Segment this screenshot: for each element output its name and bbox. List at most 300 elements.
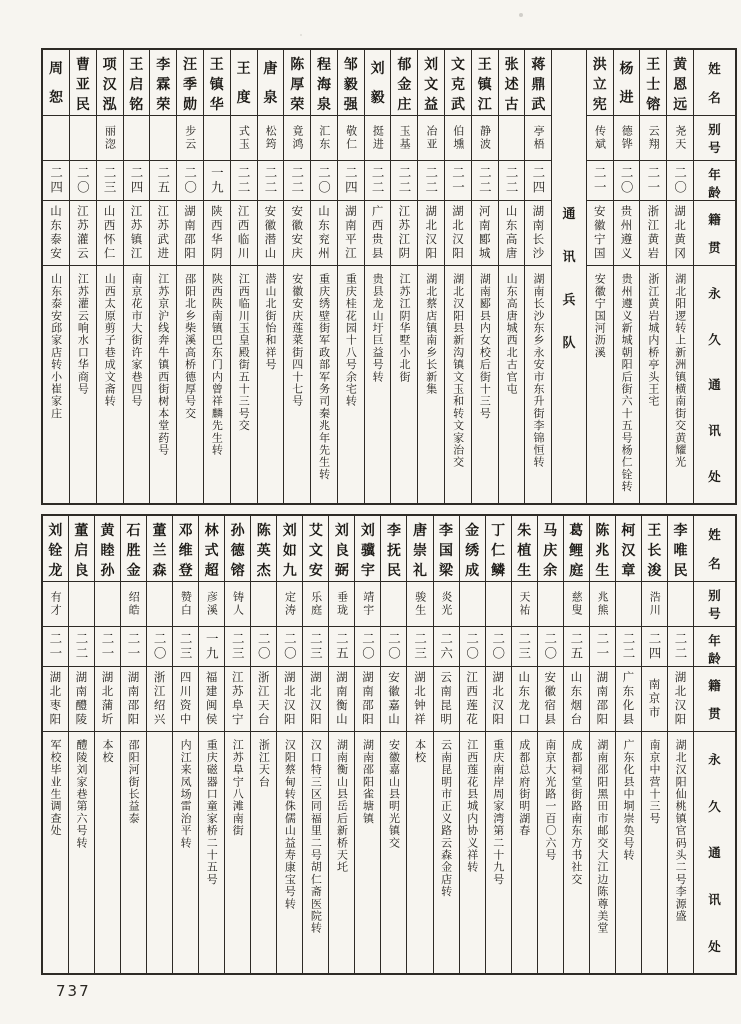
address-cell: 贵州遵义新城朝阳后街六十五号杨仁铨转 [620, 273, 634, 493]
alias-cell [43, 116, 69, 161]
alias-cell: 丽淴 [97, 116, 123, 161]
native-place-cell: 湖北汉阳 [486, 667, 511, 732]
address-cell: 重庆南岸周家湾第二十九号 [491, 739, 505, 886]
roster-column [43, 50, 69, 503]
age-cell: 二二 [499, 161, 525, 201]
alias-cell: 铸人 [225, 582, 250, 627]
name-cell: 董 兰 森 [147, 516, 172, 582]
address-cell: 陕西陕南镇巴东门内曾祥麟先生转 [210, 273, 224, 456]
address-cell: 安徽宁国河沥溪 [593, 273, 607, 359]
address-cell: 云南昆明市正义路云森金店转 [439, 739, 453, 898]
native-place-cell: 江苏镇江 [124, 201, 150, 266]
name-cell: 林 式 超 [199, 516, 224, 582]
address-cell: 江西临川玉皇殿街五十三号交 [237, 273, 251, 432]
age-cell: 二四 [525, 161, 551, 201]
address-cell: 重庆绣壁街军政部军务司秦兆年先生转 [317, 273, 331, 481]
age-cell: 二一 [590, 627, 615, 667]
address-cell: 湖南邵阳雀塘镇 [361, 739, 375, 825]
age-cell: 二三 [225, 627, 250, 667]
age-cell: 二〇 [277, 627, 302, 667]
address-cell: 湖北阳逻转上新洲镇横南街交黄耀光 [673, 273, 687, 469]
address-cell: 本校 [413, 739, 427, 764]
roster-column [537, 516, 563, 973]
name-cell: 王 度 [231, 50, 257, 116]
name-cell: 刘 毅 [365, 50, 391, 116]
roster-column [96, 50, 123, 503]
address-cell: 邵阳北乡柴溪高桥德厚号交 [183, 273, 197, 420]
header-native-label: 籍 贯 [694, 667, 735, 732]
age-cell: 二二 [365, 161, 391, 201]
roster-column [172, 516, 198, 973]
age-cell: 二〇 [147, 627, 172, 667]
roster-column [511, 516, 537, 973]
name-cell: 项 汉 泓 [97, 50, 123, 116]
name-cell: 马 庆 余 [538, 516, 563, 582]
name-cell: 李 唯 民 [668, 516, 693, 582]
roster-column [302, 516, 328, 973]
alias-cell: 天祐 [512, 582, 537, 627]
address-cell: 浙江黄岩城内桥亭头王宅 [646, 273, 660, 408]
age-cell: 二一 [43, 627, 68, 667]
age-cell: 二四 [338, 161, 364, 201]
native-place-cell: 湖北黄冈 [667, 201, 693, 266]
roster-column [639, 50, 666, 503]
roster-column [198, 516, 224, 973]
age-cell: 二〇 [355, 627, 380, 667]
age-cell: 二二 [69, 627, 94, 667]
age-cell: 一九 [204, 161, 230, 201]
alias-cell: 赞白 [173, 582, 198, 627]
name-cell: 艾 文 安 [303, 516, 328, 582]
age-cell: 二〇 [70, 161, 96, 201]
age-cell: 二三 [407, 627, 432, 667]
address-cell: 邵阳河街长益泰 [127, 739, 141, 825]
name-cell: 刘 良 弼 [329, 516, 354, 582]
age-cell: 二二 [391, 161, 417, 201]
name-cell: 陈 兆 生 [590, 516, 615, 582]
native-place-cell: 广西贵县 [365, 201, 391, 266]
address-cell: 湖北蔡店镇南乡长新集 [424, 273, 438, 395]
name-cell: 刘 骥 宇 [355, 516, 380, 582]
age-cell: 二一 [121, 627, 146, 667]
name-cell: 唐 崇 礼 [407, 516, 432, 582]
alias-cell: 挺进 [365, 116, 391, 161]
header-address-label: 永 久 通 讯 处 [708, 285, 721, 485]
age-cell: 二二 [668, 627, 693, 667]
native-place-cell: 湖南邵阳 [355, 667, 380, 732]
roster-column [471, 50, 498, 503]
address-cell: 湖南郾县内女校后街十三号 [478, 273, 492, 420]
roster-column [230, 50, 257, 503]
roster-column [666, 50, 693, 503]
header-age-label: 年 龄 [694, 627, 735, 667]
name-cell: 汪 季 勋 [177, 50, 203, 116]
native-place-cell: 湖北汉阳 [277, 667, 302, 732]
alias-cell: 德铧 [614, 116, 640, 161]
roster-column [380, 516, 406, 973]
age-cell: 一九 [199, 627, 224, 667]
roster-table-top [41, 48, 737, 505]
name-cell: 王 长 浚 [642, 516, 667, 582]
native-place-cell: 陕西华阴 [204, 201, 230, 266]
native-place-cell: 山东高唐 [499, 201, 525, 266]
roster-column [364, 50, 391, 503]
name-cell: 陈 英 杰 [251, 516, 276, 582]
alias-cell: 静波 [472, 116, 498, 161]
name-cell: 黄 恩 远 [667, 50, 693, 116]
name-cell: 邹 毅 强 [338, 50, 364, 116]
age-cell: 二二 [418, 161, 444, 201]
alias-cell [95, 582, 120, 627]
name-cell: 葛 鲤 庭 [564, 516, 589, 582]
page-number: 737 [56, 982, 91, 1000]
age-cell: 二五 [150, 161, 176, 201]
roster-column [257, 50, 284, 503]
header-name-label: 姓 名 [694, 516, 735, 582]
roster-column [69, 50, 96, 503]
age-cell: 二〇 [251, 627, 276, 667]
roster-column [615, 516, 641, 973]
address-cell: 南京大光路一百〇六号 [543, 739, 557, 861]
roster-column [390, 50, 417, 503]
age-cell: 二一 [445, 161, 471, 201]
age-cell: 二〇 [538, 627, 563, 667]
age-cell: 二〇 [614, 161, 640, 201]
age-cell: 二〇 [460, 627, 485, 667]
native-place-cell: 贵州遵义 [614, 201, 640, 266]
address-cell: 湖北汉阳仙桃镇官码头二号李源盛 [674, 739, 688, 922]
roster-column [68, 516, 94, 973]
roster-column [94, 516, 120, 973]
age-cell: 二一 [587, 161, 613, 201]
native-place-cell: 湖南醴陵 [69, 667, 94, 732]
age-cell: 二四 [43, 161, 69, 201]
roster-column [120, 516, 146, 973]
alias-cell: 有才 [43, 582, 68, 627]
alias-cell: 松筠 [258, 116, 284, 161]
alias-cell: 玉基 [391, 116, 417, 161]
roster-column [641, 516, 667, 973]
address-cell: 江西莲花县城内协义祥转 [465, 739, 479, 874]
alias-cell: 汇东 [311, 116, 337, 161]
age-cell: 二二 [472, 161, 498, 201]
age-cell: 二三 [303, 627, 328, 667]
age-cell: 二三 [97, 161, 123, 201]
roster-column [203, 50, 230, 503]
native-place-cell: 山西怀仁 [97, 201, 123, 266]
roster-column [485, 516, 511, 973]
native-place-cell: 湖北枣阳 [43, 667, 68, 732]
name-cell: 朱 植 生 [512, 516, 537, 582]
native-place-cell: 河南郾城 [472, 201, 498, 266]
alias-cell [460, 582, 485, 627]
native-place-cell: 山东龙口 [512, 667, 537, 732]
alias-cell: 骏生 [407, 582, 432, 627]
alias-cell [538, 582, 563, 627]
name-cell: 王 启 铭 [124, 50, 150, 116]
name-cell: 蒋 鼎 武 [525, 50, 551, 116]
name-cell: 程 海 泉 [311, 50, 337, 116]
name-cell: 王 镇 华 [204, 50, 230, 116]
address-cell: 安徽安庆莲菜街四十七号 [290, 273, 304, 408]
alias-cell [616, 582, 641, 627]
age-cell: 二五 [329, 627, 354, 667]
native-place-cell: 湖南邵阳 [121, 667, 146, 732]
address-cell: 醴陵刘家巷第六号转 [74, 739, 88, 849]
roster-column [589, 516, 615, 973]
alias-cell: 伯壎 [445, 116, 471, 161]
age-cell: 二一 [640, 161, 666, 201]
address-cell: 江苏京沪线奔牛镇西街树本堂药号 [156, 273, 170, 456]
native-place-cell: 江苏江阴 [391, 201, 417, 266]
alias-cell: 绍皓 [121, 582, 146, 627]
alias-cell: 亭梧 [525, 116, 551, 161]
alias-cell: 浩川 [642, 582, 667, 627]
address-cell: 湖南衡山县岳后新桥天圫 [335, 739, 349, 874]
name-cell: 李 国 梁 [434, 516, 459, 582]
native-place-cell: 湖北汉阳 [303, 667, 328, 732]
native-place-cell: 湖南平江 [338, 201, 364, 266]
native-place-cell: 安徽宿县 [538, 667, 563, 732]
name-cell: 张 述 古 [499, 50, 525, 116]
alias-cell: 靖宇 [355, 582, 380, 627]
header-name-label: 姓 名 [694, 50, 735, 116]
name-cell: 李 霖 荣 [150, 50, 176, 116]
address-cell: 湖北汉阳县新沟镇文玉和转文家治交 [451, 273, 465, 469]
name-cell: 文 克 武 [445, 50, 471, 116]
name-cell: 唐 泉 [258, 50, 284, 116]
native-place-cell: 江西莲花 [460, 667, 485, 732]
alias-cell [147, 582, 172, 627]
header-alias-label: 别 号 [694, 116, 735, 161]
native-place-cell: 江苏灌云 [70, 201, 96, 266]
name-cell: 杨 进 [614, 50, 640, 116]
age-cell: 二〇 [311, 161, 337, 201]
native-place-cell: 山东兖州 [311, 201, 337, 266]
scan-noise [0, 0, 2, 2]
address-cell: 重庆桂花园十八号余宅转 [344, 273, 358, 408]
name-cell: 曹 亚 民 [70, 50, 96, 116]
roster-column [563, 516, 589, 973]
name-cell: 郁 金 庄 [391, 50, 417, 116]
header-address-label: 永 久 通 讯 处 [708, 752, 721, 954]
name-cell: 孙 德 镕 [225, 516, 250, 582]
roster-column [283, 50, 310, 503]
unit-divider-column [551, 50, 586, 503]
roster-column [524, 50, 551, 503]
name-cell: 李 抚 民 [381, 516, 406, 582]
roster-column [310, 50, 337, 503]
native-place-cell: 江苏阜宁 [225, 667, 250, 732]
header-column [693, 516, 735, 973]
address-cell: 江苏灌云响水口华商号 [76, 273, 90, 395]
alias-cell: 乐庭 [303, 582, 328, 627]
age-cell: 二三 [512, 627, 537, 667]
age-cell: 二二 [284, 161, 310, 201]
address-cell: 湖南邵阳黑田市邮交大江边陈尊美堂 [595, 739, 609, 935]
alias-cell [124, 116, 150, 161]
alias-cell: 彦溪 [199, 582, 224, 627]
native-place-cell: 广东化县 [616, 667, 641, 732]
age-cell: 二五 [564, 627, 589, 667]
address-cell: 湖南长沙东乡永安市东升街李锦恒转 [531, 273, 545, 469]
address-cell: 南京中营十三号 [648, 739, 662, 825]
age-cell: 二三 [173, 627, 198, 667]
native-place-cell: 江西临川 [231, 201, 257, 266]
roster-column [337, 50, 364, 503]
alias-cell: 步云 [177, 116, 203, 161]
address-cell: 浙江天台 [257, 739, 271, 788]
age-cell: 二〇 [381, 627, 406, 667]
address-cell: 汉阳蔡甸转侏儒山益寿康宝号转 [283, 739, 297, 910]
native-place-cell: 安徽宁国 [587, 201, 613, 266]
alias-cell: 竟鸿 [284, 116, 310, 161]
native-place-cell: 山东泰安 [43, 201, 69, 266]
age-cell: 二一 [95, 627, 120, 667]
alias-cell [70, 116, 96, 161]
name-cell: 洪 立 宪 [587, 50, 613, 116]
native-place-cell: 云南昆明 [434, 667, 459, 732]
alias-cell: 慈叟 [564, 582, 589, 627]
alias-cell: 冶亚 [418, 116, 444, 161]
address-cell: 江苏阜宁八滩南街 [231, 739, 245, 837]
name-cell: 黄 睦 孙 [95, 516, 120, 582]
address-cell: 内江来凤场雷治平转 [179, 739, 193, 849]
header-age-label: 年 龄 [694, 161, 735, 201]
roster-column [149, 50, 176, 503]
alias-cell: 式玉 [231, 116, 257, 161]
alias-cell: 定涛 [277, 582, 302, 627]
address-cell: 军校毕业生调查处 [48, 739, 62, 837]
alias-cell [69, 582, 94, 627]
native-place-cell: 湖南邵阳 [177, 201, 203, 266]
age-cell: 二〇 [667, 161, 693, 201]
native-place-cell: 福建闽侯 [199, 667, 224, 732]
address-cell: 山西太原剪子巷成文斋转 [103, 273, 117, 408]
name-cell: 石 胜 金 [121, 516, 146, 582]
header-native-label: 籍 贯 [694, 201, 735, 266]
roster-column [224, 516, 250, 973]
address-cell: 成都总府街明湖春 [517, 739, 531, 837]
name-cell: 金 绣 成 [460, 516, 485, 582]
alias-cell [150, 116, 176, 161]
alias-cell: 垂珑 [329, 582, 354, 627]
native-place-cell: 江苏武进 [150, 201, 176, 266]
roster-column [459, 516, 485, 973]
name-cell: 周 恕 [43, 50, 69, 116]
roster-column [417, 50, 444, 503]
address-cell [147, 732, 172, 973]
roster-column [43, 516, 68, 973]
age-cell: 二四 [642, 627, 667, 667]
name-cell: 刘 如 九 [277, 516, 302, 582]
roster-column [146, 516, 172, 973]
native-place-cell: 安徽潜山 [258, 201, 284, 266]
native-place-cell: 山东烟台 [564, 667, 589, 732]
name-cell: 刘 铨 龙 [43, 516, 68, 582]
address-cell: 本校 [101, 739, 115, 764]
native-place-cell: 湖南衡山 [329, 667, 354, 732]
native-place-cell: 湖南邵阳 [590, 667, 615, 732]
age-cell: 二〇 [177, 161, 203, 201]
alias-cell [668, 582, 693, 627]
alias-cell [204, 116, 230, 161]
age-cell: 二二 [616, 627, 641, 667]
roster-column [667, 516, 693, 973]
roster-column [613, 50, 640, 503]
name-cell: 邓 维 登 [173, 516, 198, 582]
roster-column [444, 50, 471, 503]
native-place-cell: 湖北汉阳 [445, 201, 471, 266]
address-cell: 汉口特三区同福里二号胡仁斋医院转 [309, 739, 323, 935]
address-cell: 潜山北街怡和祥号 [263, 273, 277, 371]
age-cell: 二二 [231, 161, 257, 201]
name-cell: 陈 厚 荣 [284, 50, 310, 116]
roster-column [498, 50, 525, 503]
native-place-cell: 湖南长沙 [525, 201, 551, 266]
roster-column [433, 516, 459, 973]
header-column [693, 50, 735, 503]
native-place-cell: 湖北钟祥 [407, 667, 432, 732]
native-place-cell: 浙江天台 [251, 667, 276, 732]
name-cell: 王 镇 江 [472, 50, 498, 116]
roster-column [328, 516, 354, 973]
alias-cell: 尧天 [667, 116, 693, 161]
alias-cell: 兆熊 [590, 582, 615, 627]
address-cell: 南京花市大街许家巷四号 [130, 273, 143, 408]
name-cell: 刘 文 益 [418, 50, 444, 116]
native-place-cell: 湖北汉阳 [418, 201, 444, 266]
roster-column [176, 50, 203, 503]
roster-column [276, 516, 302, 973]
name-cell: 丁 仁 鳞 [486, 516, 511, 582]
address-cell: 广东化县中垌崇奂号转 [621, 739, 635, 861]
alias-cell [251, 582, 276, 627]
name-cell: 董 启 良 [69, 516, 94, 582]
address-cell: 安徽嘉山县明光镇交 [387, 739, 401, 849]
alias-cell: 炎光 [434, 582, 459, 627]
native-place-cell: 湖北蒲圻 [95, 667, 120, 732]
name-cell: 王 士 镕 [640, 50, 666, 116]
native-place-cell: 浙江绍兴 [147, 667, 172, 732]
roster-column [123, 50, 150, 503]
address-cell: 贵县龙山圩巨益号转 [371, 273, 385, 383]
roster-table-bottom [41, 514, 737, 975]
alias-cell: 敬仁 [338, 116, 364, 161]
unit-divider-label: 通 讯 兵 队 [562, 206, 576, 351]
age-cell: 二〇 [486, 627, 511, 667]
native-place-cell: 湖北汉阳 [668, 667, 693, 732]
name-cell: 柯 汉 章 [616, 516, 641, 582]
alias-cell: 传斌 [587, 116, 613, 161]
age-cell: 二六 [434, 627, 459, 667]
native-place-cell: 安徽安庆 [284, 201, 310, 266]
native-place-cell: 浙江黄岩 [640, 201, 666, 266]
roster-column [250, 516, 276, 973]
roster-column [586, 50, 613, 503]
native-place-cell: 南京市 [642, 667, 667, 732]
header-alias-label: 别 号 [694, 582, 735, 627]
address-cell: 成都祠堂街路南东方书社交 [569, 739, 583, 886]
address-cell: 江苏江阴华墅小北街 [397, 273, 411, 383]
roster-column [354, 516, 380, 973]
age-cell: 二二 [258, 161, 284, 201]
alias-cell: 云翔 [640, 116, 666, 161]
address-cell: 山东泰安邱家店转小崔家庄 [49, 273, 63, 420]
age-cell: 二四 [124, 161, 150, 201]
alias-cell [381, 582, 406, 627]
address-cell: 重庆磁器口童家桥二十五号 [205, 739, 219, 886]
